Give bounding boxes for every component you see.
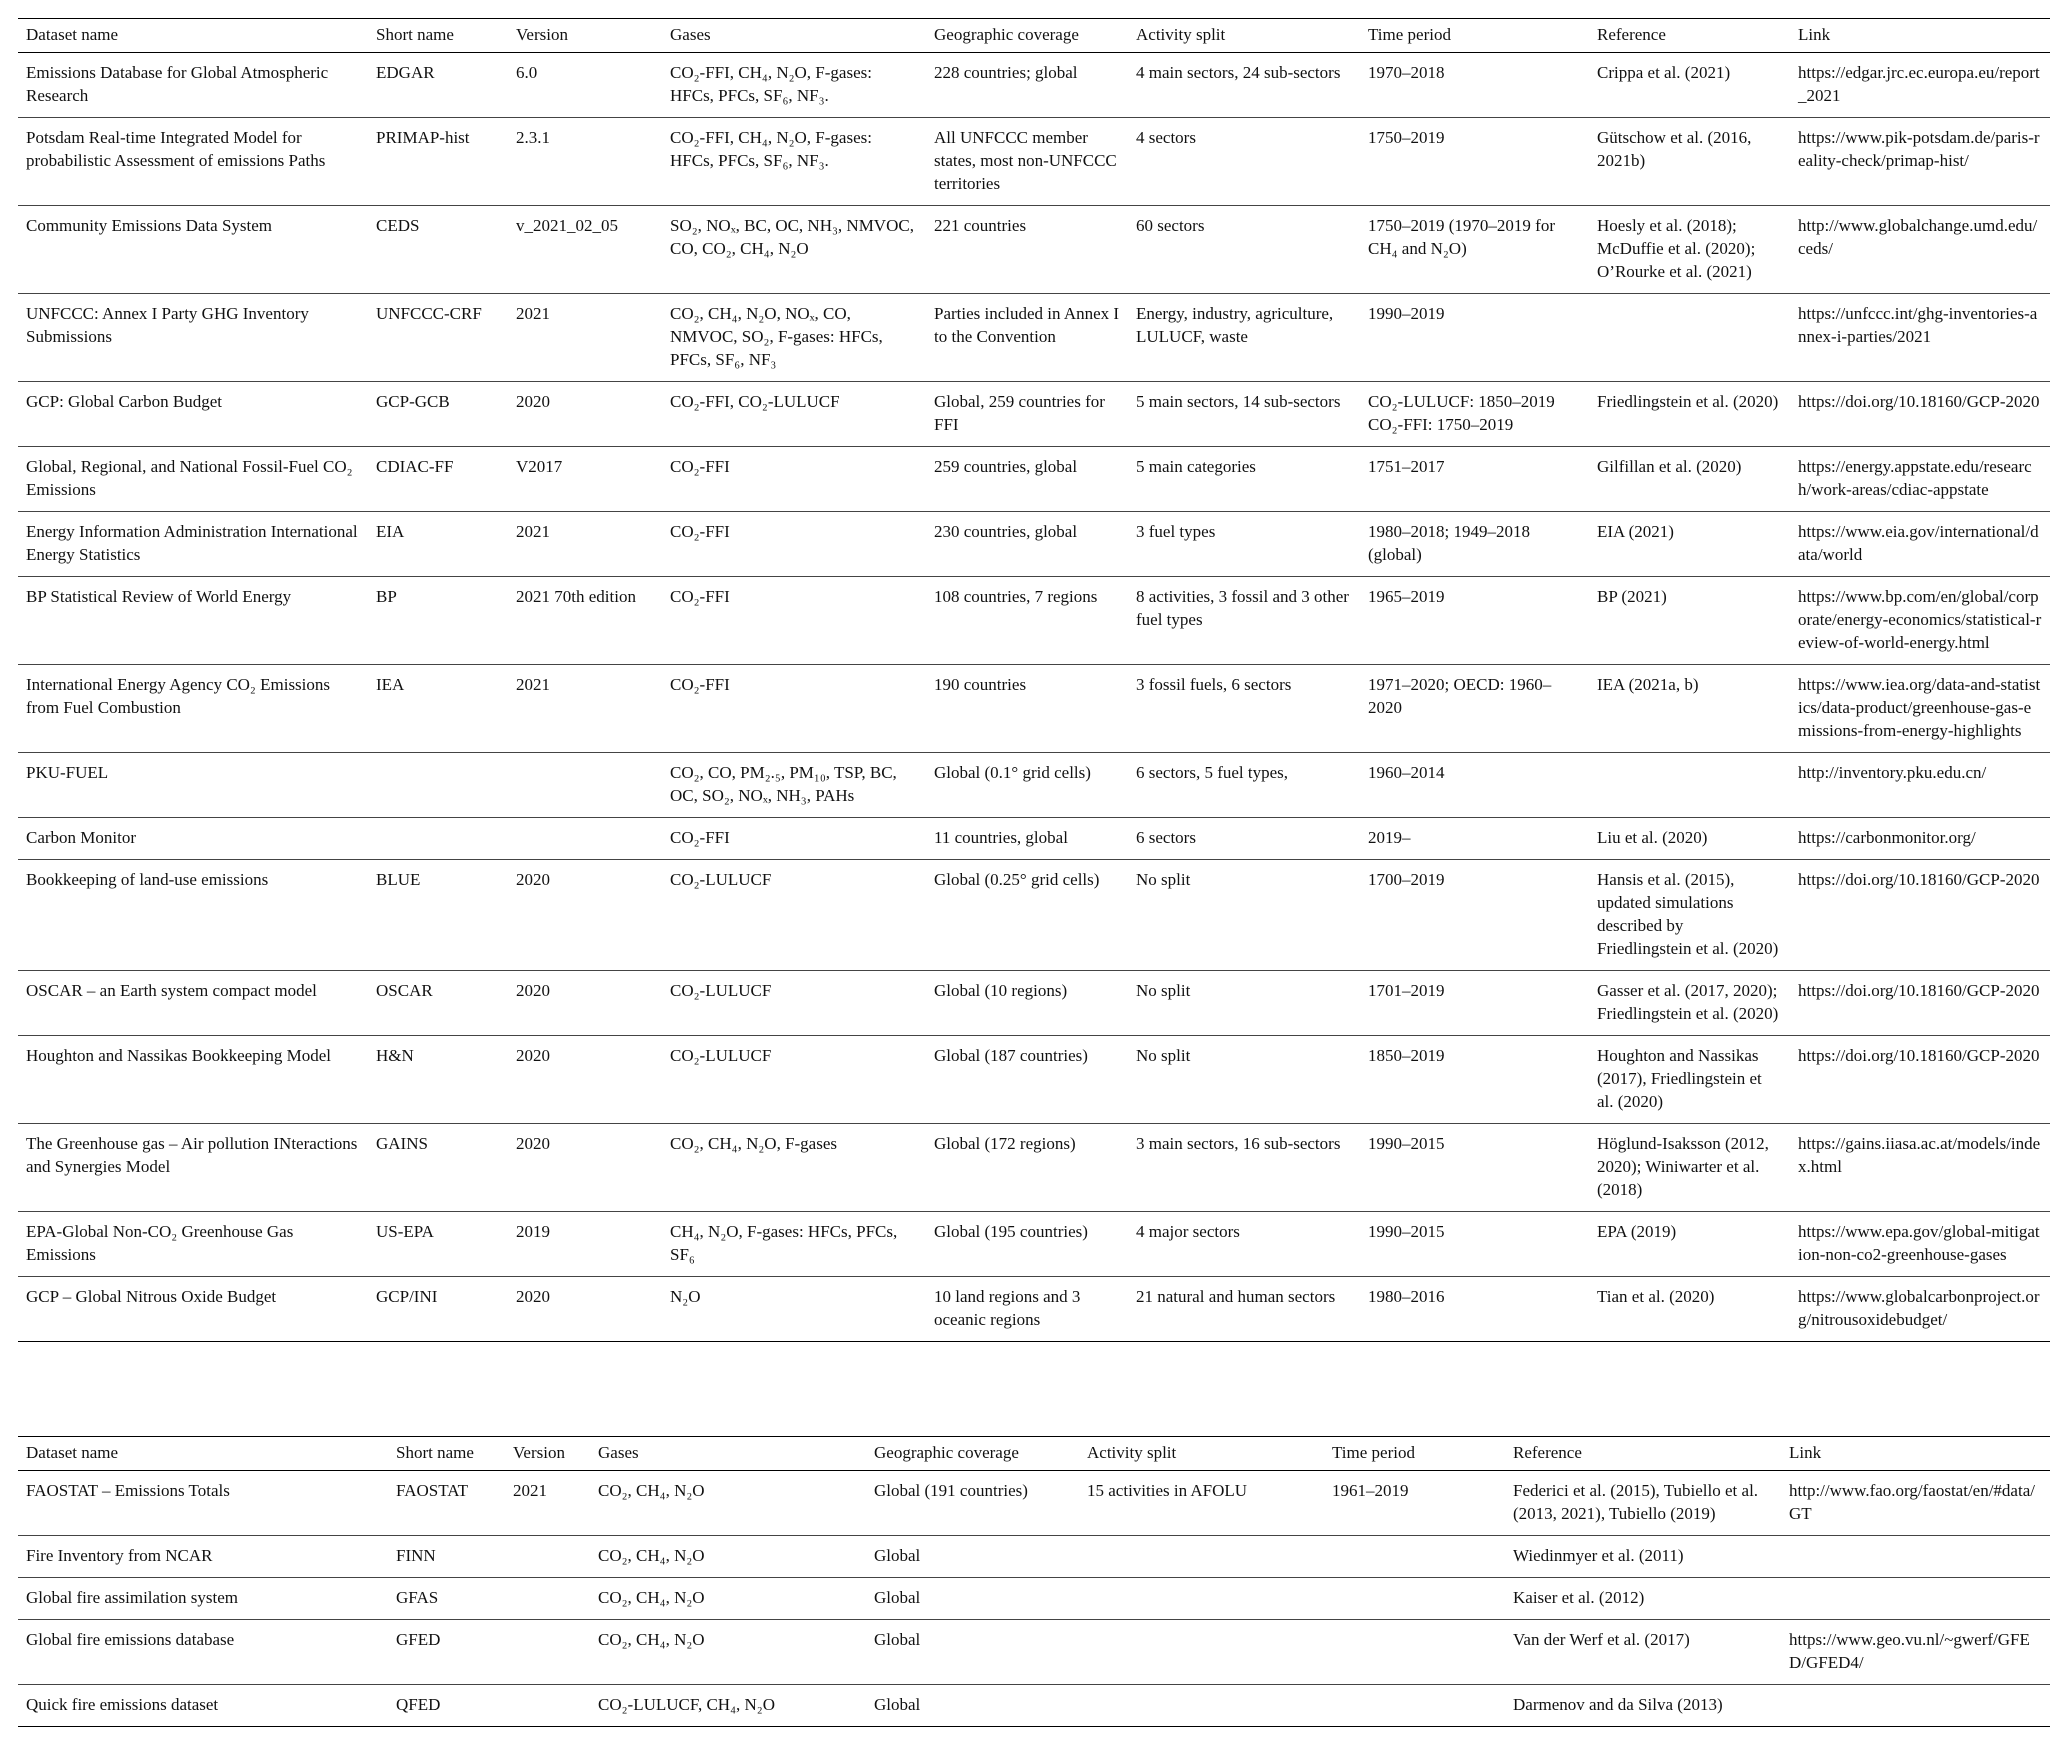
reference-cell: Darmenov and da Silva (2013) (1513, 1695, 1723, 1714)
activity-split-cell: No split (1128, 1036, 1360, 1124)
version-cell: 2021 (508, 512, 662, 577)
reference-cell: Kaiser et al. (2012) (1505, 1578, 1781, 1620)
table-row (18, 1036, 2050, 1124)
table-header-row (18, 19, 2050, 53)
reference-cell: Wiedinmyer et al. (2011) (1505, 1536, 1781, 1578)
short-name-cell: CEDS (368, 206, 508, 294)
gases-cell: CO₂-FFI, CH₄, N₂O, F-gases: HFCs, PFCs, SF₆, NF₃. (662, 118, 926, 206)
time-period-cell: 1961–2019 (1324, 1471, 1505, 1536)
activity-split-cell: 15 activities in AFOLU (1079, 1471, 1324, 1536)
version-cell: V2017 (508, 447, 662, 512)
geographic-coverage-cell: Global (191 countries) (866, 1471, 1079, 1536)
activity-split-cell (1079, 1685, 1324, 1727)
reference-cell: Houghton and Nassikas (2017), Friedlingstein et al. (2020) (1589, 1036, 1790, 1124)
gases-cell: CO₂-FFI (662, 447, 926, 512)
table-row (18, 382, 2050, 447)
datasets-table-1 (18, 18, 2050, 1342)
gases-cell: CH₄, N₂O, F-gases: HFCs, PFCs, SF₆ (662, 1212, 926, 1277)
reference-cell: Liu et al. (2020) (1589, 818, 1790, 860)
dataset-name-cell: FAOSTAT – Emissions Totals (18, 1471, 388, 1536)
dataset-name-cell: Houghton and Nassikas Bookkeeping Model (18, 1036, 368, 1124)
time-period-cell: 1970–2018 (1360, 53, 1589, 118)
gases-cell: CO₂-FFI, CH₄, N₂O, F-gases: HFCs, PFCs, SF₆, NF₃. (662, 53, 926, 118)
gases-cell: CO₂-LULUCF (662, 860, 926, 971)
link-cell[interactable]: https://edgar.jrc.ec.europa.eu/report_2021 (1790, 53, 2050, 118)
column-header-geographic-coverage: Geographic coverage (866, 1437, 1079, 1471)
version-cell: 2021 (505, 1471, 590, 1536)
activity-split-cell: 3 fuel types (1128, 512, 1360, 577)
activity-split-cell: 5 main sectors, 14 sub-sectors (1128, 382, 1360, 447)
gases-cell: CO₂-LULUCF, CH₄, N₂O (598, 1695, 775, 1714)
link-cell[interactable]: https://doi.org/10.18160/GCP-2020 (1790, 1036, 2050, 1124)
column-header-gases: Gases (662, 19, 926, 53)
table-row (18, 860, 2050, 971)
table-row (18, 753, 2050, 818)
gases-cell: CO₂, CH₄, N₂O (590, 1536, 866, 1578)
dataset-name-cell: The Greenhouse gas – Air pollution INteractions and Synergies Model (18, 1124, 368, 1212)
short-name-cell: PRIMAP-hist (368, 118, 508, 206)
time-period-cell: 1965–2019 (1360, 577, 1589, 665)
table-row (18, 118, 2050, 206)
activity-split-cell (1079, 1620, 1324, 1685)
version-cell: 2020 (516, 1287, 550, 1306)
reference-cell: Tian et al. (2020) (1597, 1287, 1715, 1306)
dataset-name-cell: Global fire assimilation system (18, 1578, 388, 1620)
column-header-version: Version (508, 19, 662, 53)
geographic-coverage-cell: 11 countries, global (926, 818, 1128, 860)
column-header-reference: Reference (1505, 1437, 1781, 1471)
link-cell[interactable]: https://energy.appstate.edu/research/work-areas/cdiac-appstate (1790, 447, 2050, 512)
geographic-coverage-cell: Global (874, 1695, 921, 1714)
dataset-name-cell: Bookkeeping of land-use emissions (18, 860, 368, 971)
time-period-cell (1324, 1620, 1505, 1685)
reference-cell: Höglund-Isaksson (2012, 2020); Winiwarter et al. (2018) (1589, 1124, 1790, 1212)
table-row (18, 1277, 2050, 1342)
reference-cell: Hoesly et al. (2018); McDuffie et al. (2020); O’Rourke et al. (2021) (1589, 206, 1790, 294)
version-cell: 2019 (508, 1212, 662, 1277)
short-name-cell: GAINS (368, 1124, 508, 1212)
table-row (18, 1212, 2050, 1277)
table-row (18, 1536, 2050, 1578)
gases-cell: SO₂, NOₓ, BC, OC, NH₃, NMVOC, CO, CO₂, CH₄, N₂O (662, 206, 926, 294)
dataset-name-cell: GCP – Global Nitrous Oxide Budget (26, 1287, 277, 1306)
link-cell[interactable]: https://doi.org/10.18160/GCP-2020 (1790, 971, 2050, 1036)
version-cell: v_2021_02_05 (508, 206, 662, 294)
dataset-name-cell: Community Emissions Data System (18, 206, 368, 294)
geographic-coverage-cell: Global (0.25° grid cells) (926, 860, 1128, 971)
geographic-coverage-cell: Parties included in Annex I to the Convention (926, 294, 1128, 382)
short-name-cell: H&N (368, 1036, 508, 1124)
short-name-cell: FINN (388, 1536, 505, 1578)
geographic-coverage-cell: Global (866, 1536, 1079, 1578)
link-cell[interactable]: https://gains.iiasa.ac.at/models/index.html (1790, 1124, 2050, 1212)
dataset-name-cell: Fire Inventory from NCAR (18, 1536, 388, 1578)
gases-cell: CO₂-FFI (662, 577, 926, 665)
time-period-cell: 1700–2019 (1360, 860, 1589, 971)
activity-split-cell: Energy, industry, agriculture, LULUCF, waste (1128, 294, 1360, 382)
reference-cell: Federici et al. (2015), Tubiello et al. (2013, 2021), Tubiello (2019) (1505, 1471, 1781, 1536)
dataset-name-cell: Carbon Monitor (18, 818, 368, 860)
gases-cell: CO₂, CH₄, N₂O, NOₓ, CO, NMVOC, SO₂, F-gases: HFCs, PFCs, SF₆, NF₃ (662, 294, 926, 382)
geographic-coverage-cell: Global (866, 1578, 1079, 1620)
version-cell: 2020 (508, 1124, 662, 1212)
time-period-cell: 1701–2019 (1360, 971, 1589, 1036)
geographic-coverage-cell: Global, 259 countries for FFI (926, 382, 1128, 447)
activity-split-cell: No split (1128, 860, 1360, 971)
reference-cell (1589, 753, 1790, 818)
activity-split-cell: 3 fossil fuels, 6 sectors (1128, 665, 1360, 753)
dataset-name-cell: Energy Information Administration International Energy Statistics (18, 512, 368, 577)
table-row (18, 971, 2050, 1036)
reference-cell: EIA (2021) (1589, 512, 1790, 577)
reference-cell: Gilfillan et al. (2020) (1589, 447, 1790, 512)
link-cell[interactable]: http://www.globalchange.umd.edu/ceds/ (1790, 206, 2050, 294)
gases-cell: CO₂-LULUCF (662, 971, 926, 1036)
table-row (18, 1620, 2050, 1685)
dataset-name-cell: EPA-Global Non-CO₂ Greenhouse Gas Emissions (18, 1212, 368, 1277)
column-header-time-period: Time period (1324, 1437, 1505, 1471)
gases-cell: CO₂-LULUCF (662, 1036, 926, 1124)
gases-cell: CO₂, CO, PM₂.₅, PM₁₀, TSP, BC, OC, SO₂, NOₓ, NH₃, PAHs (662, 753, 926, 818)
activity-split-cell: 60 sectors (1128, 206, 1360, 294)
column-header-dataset-name: Dataset name (18, 19, 368, 53)
short-name-cell: BLUE (368, 860, 508, 971)
reference-cell: Friedlingstein et al. (2020) (1589, 382, 1790, 447)
link-cell[interactable]: https://doi.org/10.18160/GCP-2020 (1790, 860, 2050, 971)
reference-cell: Gasser et al. (2017, 2020); Friedlingstein et al. (2020) (1589, 971, 1790, 1036)
link-cell[interactable]: https://www.bp.com/en/global/corporate/energy-economics/statistical-review-of-world-energy.html (1790, 577, 2050, 665)
link-cell[interactable]: https://carbonmonitor.org/ (1790, 818, 2050, 860)
link-cell[interactable]: https://www.geo.vu.nl/~gwerf/GFED/GFED4/ (1781, 1620, 2050, 1685)
short-name-cell: GFAS (388, 1578, 505, 1620)
time-period-cell: 2019– (1360, 818, 1589, 860)
link-cell[interactable]: http://www.fao.org/faostat/en/#data/GT (1781, 1471, 2050, 1536)
geographic-coverage-cell: Global (187 countries) (926, 1036, 1128, 1124)
time-period-cell: 1750–2019 (1970–2019 for CH₄ and N₂O) (1360, 206, 1589, 294)
reference-cell: Gütschow et al. (2016, 2021b) (1589, 118, 1790, 206)
link-cell (1781, 1685, 2050, 1727)
geographic-coverage-cell: 221 countries (926, 206, 1128, 294)
short-name-cell: IEA (368, 665, 508, 753)
version-cell (505, 1620, 590, 1685)
short-name-cell: BP (368, 577, 508, 665)
datasets-table-2 (18, 1436, 2050, 1727)
time-period-cell: 1990–2019 (1360, 294, 1589, 382)
geographic-coverage-cell: 259 countries, global (926, 447, 1128, 512)
version-cell: 2021 (508, 665, 662, 753)
column-header-version: Version (505, 1437, 590, 1471)
activity-split-cell: 5 main categories (1128, 447, 1360, 512)
version-cell: 2021 70th edition (508, 577, 662, 665)
table-row (18, 1471, 2050, 1536)
short-name-cell (368, 818, 508, 860)
time-period-cell (1324, 1685, 1505, 1727)
time-period-cell: 1960–2014 (1360, 753, 1589, 818)
activity-split-cell: 21 natural and human sectors (1136, 1287, 1336, 1306)
link-cell[interactable]: https://www.pik-potsdam.de/paris-reality-check/primap-hist/ (1790, 118, 2050, 206)
dataset-name-cell: Emissions Database for Global Atmospheric Research (18, 53, 368, 118)
column-header-link: Link (1781, 1437, 2050, 1471)
column-header-activity-split: Activity split (1128, 19, 1360, 53)
short-name-cell: GCP/INI (376, 1287, 438, 1306)
version-cell: 2.3.1 (508, 118, 662, 206)
dataset-name-cell: OSCAR – an Earth system compact model (18, 971, 368, 1036)
geographic-coverage-cell: Global (195 countries) (926, 1212, 1128, 1277)
time-period-cell: 1971–2020; OECD: 1960–2020 (1360, 665, 1589, 753)
version-cell: 2020 (508, 1036, 662, 1124)
short-name-cell: CDIAC-FF (368, 447, 508, 512)
dataset-name-cell: GCP: Global Carbon Budget (18, 382, 368, 447)
short-name-cell: UNFCCC-CRF (368, 294, 508, 382)
time-period-cell: 1990–2015 (1360, 1212, 1589, 1277)
gases-cell: CO₂, CH₄, N₂O (590, 1620, 866, 1685)
geographic-coverage-cell: Global (10 regions) (926, 971, 1128, 1036)
time-period-cell: 1850–2019 (1360, 1036, 1589, 1124)
table-row (18, 1124, 2050, 1212)
link-cell (1781, 1536, 2050, 1578)
time-period-cell: 1751–2017 (1360, 447, 1589, 512)
time-period-cell: 1980–2018; 1949–2018 (global) (1360, 512, 1589, 577)
link-cell[interactable]: http://inventory.pku.edu.cn/ (1790, 753, 2050, 818)
column-header-reference: Reference (1589, 19, 1790, 53)
column-header-geographic-coverage: Geographic coverage (926, 19, 1128, 53)
version-cell (508, 818, 662, 860)
activity-split-cell (1079, 1536, 1324, 1578)
short-name-cell: EIA (368, 512, 508, 577)
reference-cell: Van der Werf et al. (2017) (1505, 1620, 1781, 1685)
geographic-coverage-cell: All UNFCCC member states, most non-UNFCCC territories (926, 118, 1128, 206)
dataset-name-cell: Global, Regional, and National Fossil-Fuel CO₂ Emissions (18, 447, 368, 512)
dataset-name-cell: BP Statistical Review of World Energy (18, 577, 368, 665)
gases-cell: CO₂, CH₄, N₂O (590, 1578, 866, 1620)
activity-split-cell: 3 main sectors, 16 sub-sectors (1128, 1124, 1360, 1212)
table-row (18, 294, 2050, 382)
short-name-cell: EDGAR (368, 53, 508, 118)
reference-cell: Hansis et al. (2015), updated simulations described by Friedlingstein et al. (2020) (1589, 860, 1790, 971)
geographic-coverage-cell: Global (172 regions) (926, 1124, 1128, 1212)
reference-cell: EPA (2019) (1589, 1212, 1790, 1277)
version-cell: 2020 (508, 971, 662, 1036)
table-row (18, 818, 2050, 860)
version-cell: 2021 (508, 294, 662, 382)
geographic-coverage-cell: 108 countries, 7 regions (926, 577, 1128, 665)
activity-split-cell (1079, 1578, 1324, 1620)
table-row (18, 447, 2050, 512)
gases-cell: CO₂-FFI (662, 512, 926, 577)
time-period-cell (1324, 1536, 1505, 1578)
table-row (18, 1578, 2050, 1620)
short-name-cell: GFED (388, 1620, 505, 1685)
link-cell[interactable]: https://unfccc.int/ghg-inventories-annex-i-parties/2021 (1790, 294, 2050, 382)
link-cell[interactable]: https://www.epa.gov/global-mitigation-non-co2-greenhouse-gases (1790, 1212, 2050, 1277)
gases-cell: CO₂, CH₄, N₂O (590, 1471, 866, 1536)
reference-cell: BP (2021) (1589, 577, 1790, 665)
geographic-coverage-cell: Global (0.1° grid cells) (926, 753, 1128, 818)
short-name-cell: FAOSTAT (388, 1471, 505, 1536)
gases-cell: CO₂-FFI (662, 818, 926, 860)
column-header-link: Link (1790, 19, 2050, 53)
short-name-cell: QFED (396, 1695, 441, 1714)
link-cell (1781, 1578, 2050, 1620)
reference-cell (1589, 294, 1790, 382)
column-header-gases: Gases (590, 1437, 866, 1471)
dataset-name-cell: UNFCCC: Annex I Party GHG Inventory Submissions (18, 294, 368, 382)
geographic-coverage-cell: 10 land regions and 3 oceanic regions (934, 1287, 1081, 1329)
table-row (18, 1685, 2050, 1727)
version-cell (505, 1685, 590, 1727)
table-row (18, 665, 2050, 753)
table-row (18, 53, 2050, 118)
time-period-cell: 1750–2019 (1360, 118, 1589, 206)
activity-split-cell: 6 sectors (1128, 818, 1360, 860)
column-header-short-name: Short name (388, 1437, 505, 1471)
gases-cell: CO₂, CH₄, N₂O, F-gases (662, 1124, 926, 1212)
version-cell: 6.0 (508, 53, 662, 118)
short-name-cell: OSCAR (368, 971, 508, 1036)
reference-cell: Crippa et al. (2021) (1589, 53, 1790, 118)
activity-split-cell: 4 major sectors (1128, 1212, 1360, 1277)
dataset-name-cell: Potsdam Real-time Integrated Model for probabilistic Assessment of emissions Paths (18, 118, 368, 206)
version-cell (505, 1578, 590, 1620)
column-header-dataset-name: Dataset name (18, 1437, 388, 1471)
geographic-coverage-cell: 190 countries (926, 665, 1128, 753)
table-row (18, 577, 2050, 665)
column-header-activity-split: Activity split (1079, 1437, 1324, 1471)
geographic-coverage-cell: Global (866, 1620, 1079, 1685)
table-row (18, 206, 2050, 294)
short-name-cell: US-EPA (368, 1212, 508, 1277)
activity-split-cell: 4 sectors (1128, 118, 1360, 206)
version-cell (508, 753, 662, 818)
time-period-cell: 1980–2016 (1368, 1287, 1445, 1306)
column-header-time-period: Time period (1360, 19, 1589, 53)
version-cell: 2020 (508, 860, 662, 971)
short-name-cell (368, 753, 508, 818)
dataset-name-cell: PKU-FUEL (18, 753, 368, 818)
dataset-name-cell: Quick fire emissions dataset (26, 1695, 219, 1714)
geographic-coverage-cell: 230 countries, global (926, 512, 1128, 577)
gases-cell: N₂O (670, 1287, 701, 1306)
geographic-coverage-cell: 228 countries; global (926, 53, 1128, 118)
table-header-row (18, 1437, 2050, 1471)
dataset-name-cell: International Energy Agency CO₂ Emissions from Fuel Combustion (18, 665, 368, 753)
table-row (18, 512, 2050, 577)
activity-split-cell: No split (1128, 971, 1360, 1036)
link-cell[interactable]: https://www.globalcarbonproject.org/nitrousoxidebudget/ (1798, 1287, 2040, 1329)
reference-cell: IEA (2021a, b) (1589, 665, 1790, 753)
link-cell[interactable]: https://www.iea.org/data-and-statistics/data-product/greenhouse-gas-emissions-from-energy-highlights (1790, 665, 2050, 753)
short-name-cell: GCP-GCB (368, 382, 508, 447)
activity-split-cell: 6 sectors, 5 fuel types, (1128, 753, 1360, 818)
version-cell: 2020 (508, 382, 662, 447)
link-cell[interactable]: https://doi.org/10.18160/GCP-2020 (1790, 382, 2050, 447)
time-period-cell: CO₂-LULUCF: 1850–2019 CO₂-FFI: 1750–2019 (1360, 382, 1589, 447)
link-cell[interactable]: https://www.eia.gov/international/data/world (1790, 512, 2050, 577)
time-period-cell: 1990–2015 (1360, 1124, 1589, 1212)
activity-split-cell: 8 activities, 3 fossil and 3 other fuel types (1128, 577, 1360, 665)
dataset-name-cell: Global fire emissions database (18, 1620, 388, 1685)
column-header-short-name: Short name (368, 19, 508, 53)
time-period-cell (1324, 1578, 1505, 1620)
gases-cell: CO₂-FFI, CO₂-LULUCF (662, 382, 926, 447)
version-cell (505, 1536, 590, 1578)
activity-split-cell: 4 main sectors, 24 sub-sectors (1128, 53, 1360, 118)
gases-cell: CO₂-FFI (662, 665, 926, 753)
